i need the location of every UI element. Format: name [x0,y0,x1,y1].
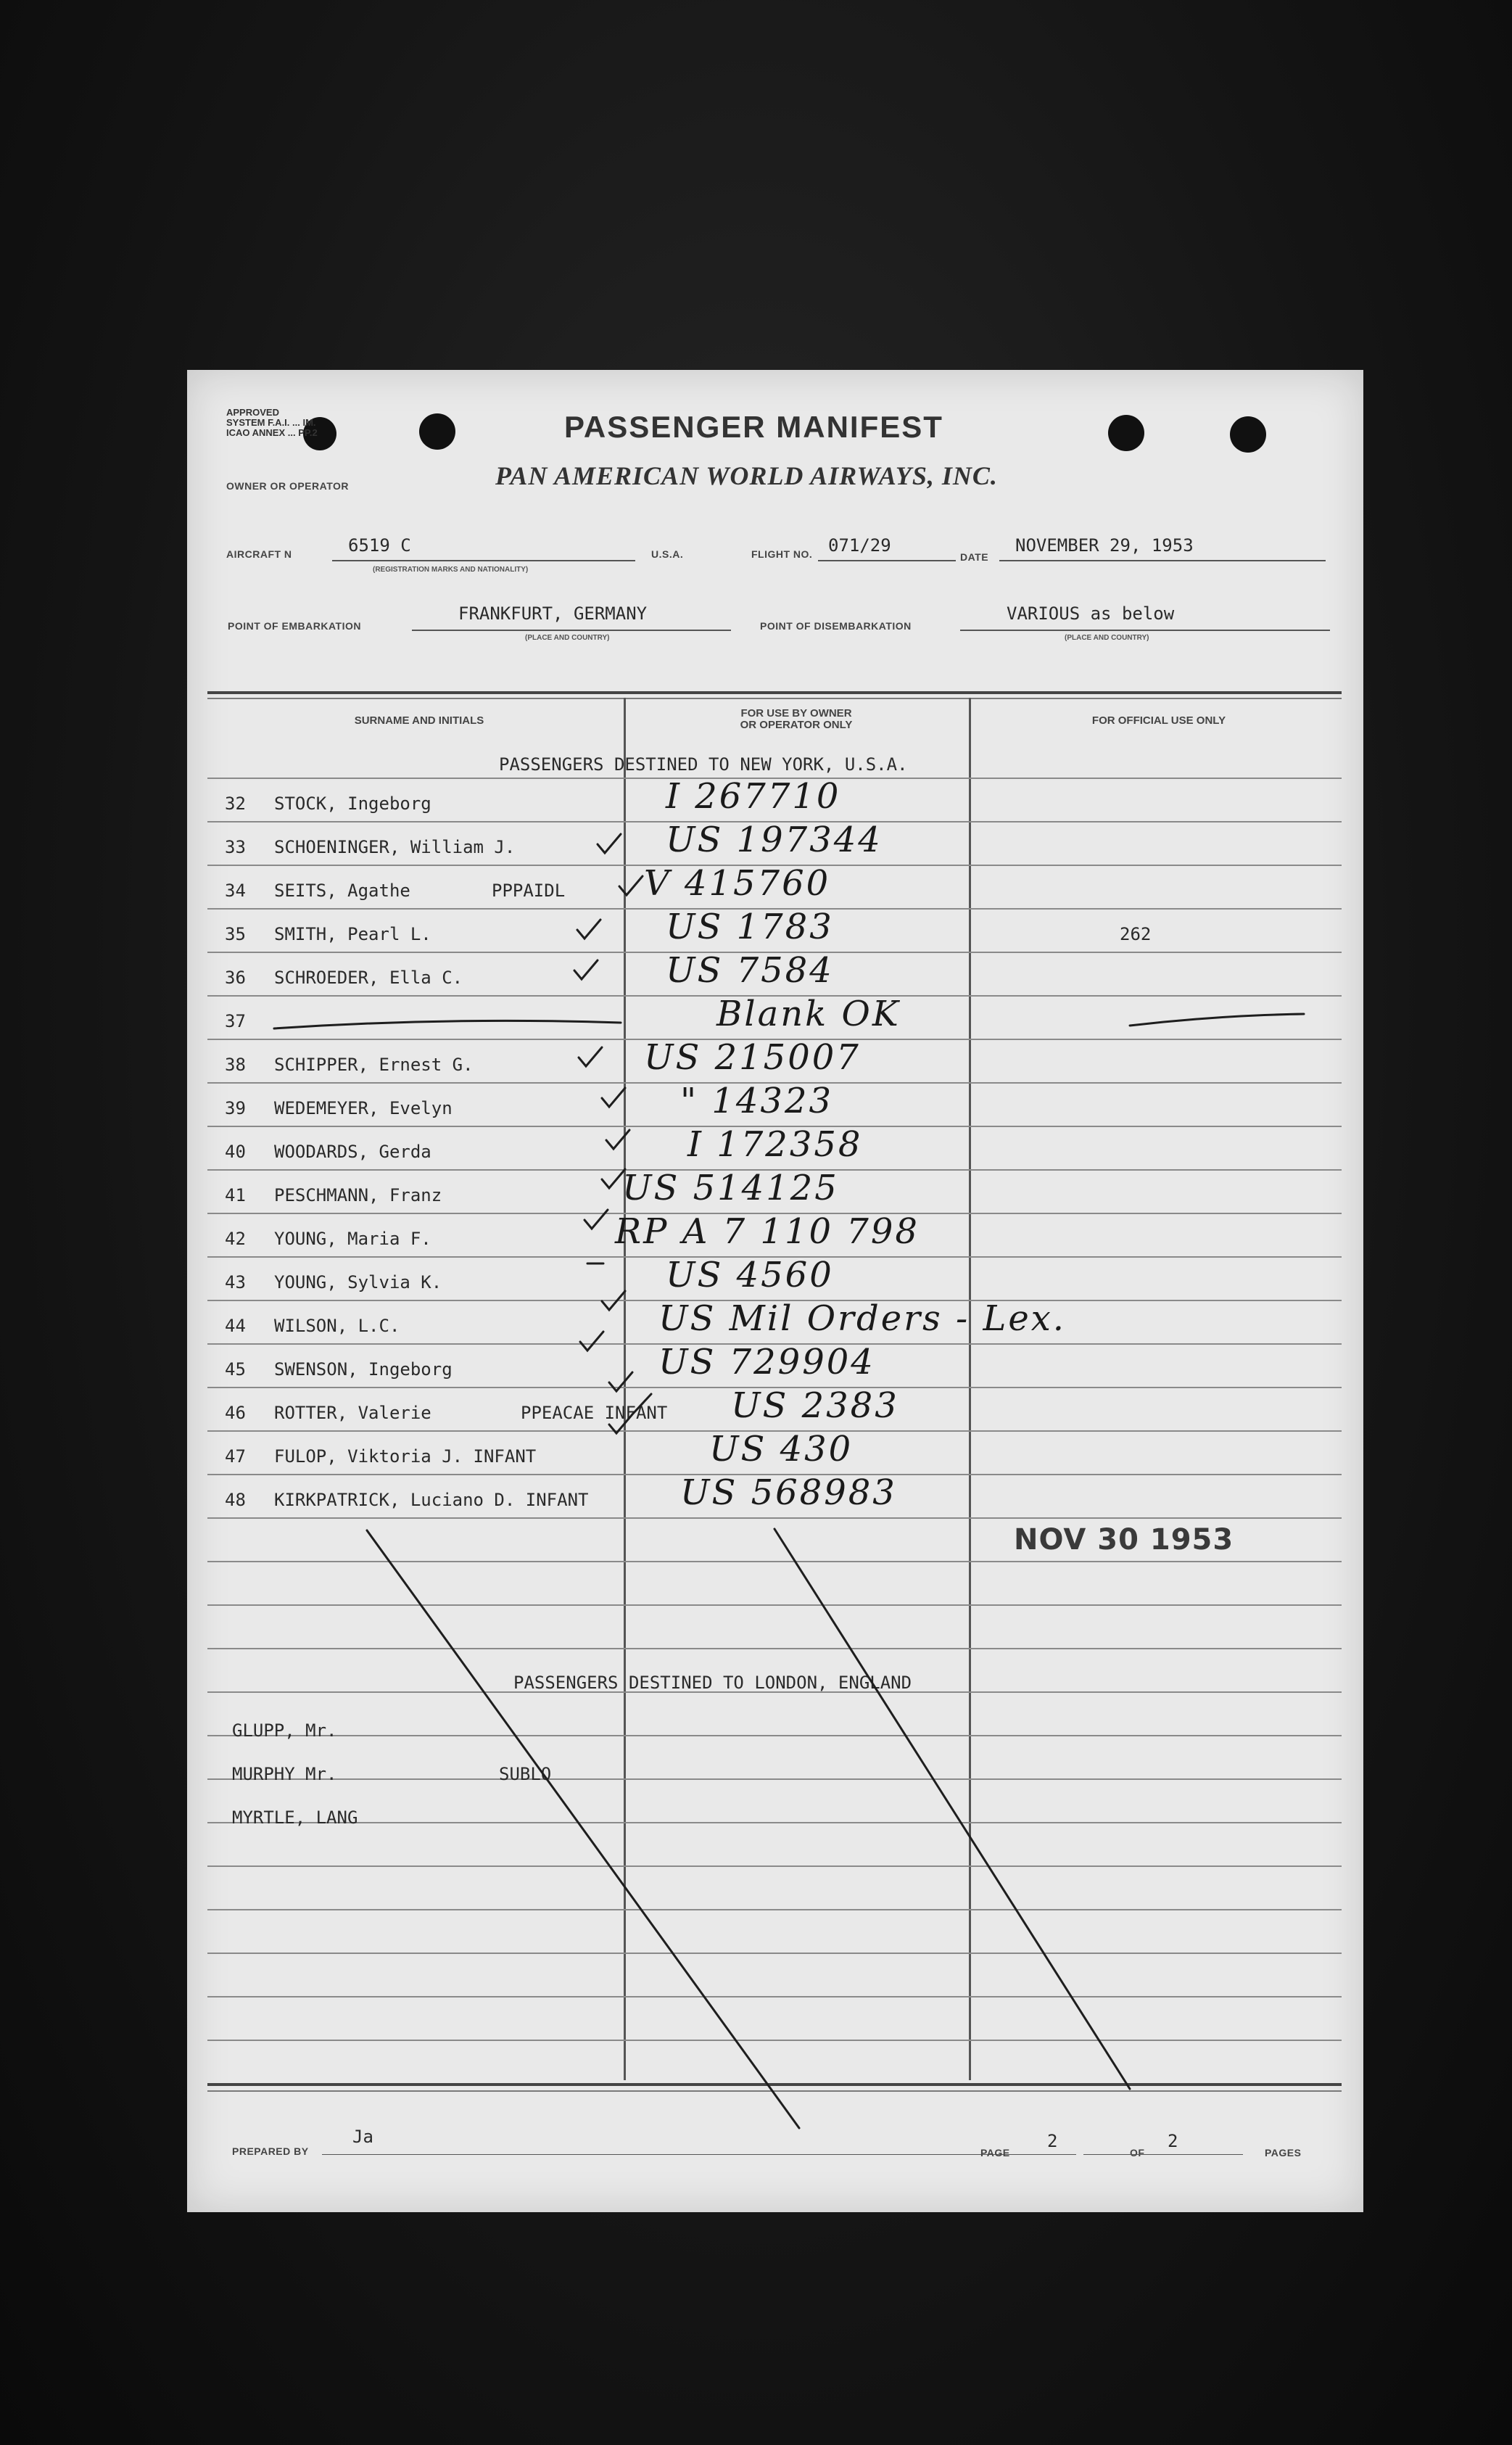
col-operator-header-line: FOR USE BY OWNER [740,707,852,720]
page-label: PAGE [980,2147,1010,2159]
handwritten-document-number: I 172358 [687,1124,863,1165]
section-new-york: PASSENGERS DESTINED TO NEW YORK, U.S.A. [499,754,908,775]
check-mark [609,1372,632,1391]
flight-value: 071/29 [828,535,891,556]
check-mark [609,1394,651,1433]
official-use-value: 262 [1120,924,1152,944]
row-number: 37 [225,1011,246,1031]
disembarkation-label: POINT OF DISEMBARKATION [760,620,912,632]
passenger-name: ROTTER, Valerie [274,1403,431,1423]
check-mark [619,876,643,895]
airline-name: PAN AMERICAN WORLD AIRWAYS, INC. [495,461,998,490]
handwritten-document-number: US 514125 [622,1168,839,1208]
date-label: DATE [960,551,989,563]
of-value: 2 [1168,2131,1178,2151]
handwritten-document-number: US 729904 [658,1342,875,1382]
disembarkation-value: VARIOUS as below [1007,603,1175,624]
passenger-name: SMITH, Pearl L. [274,924,431,944]
aircraft-label: AIRCRAFT N [226,548,292,560]
approval-line: SYSTEM F.A.I. ... IM. [226,417,316,428]
pages-label: PAGES [1265,2147,1302,2159]
handwritten-document-number: US 7584 [666,950,834,991]
page-value: 2 [1047,2131,1058,2151]
embarkation-label: POINT OF EMBARKATION [228,620,361,632]
check-mark [602,1291,625,1310]
aircraft-value: 6519 C [348,535,411,556]
handwritten-document-number: US 430 [709,1429,854,1469]
place-note-embark: (PLACE AND COUNTRY) [525,634,610,642]
row-number: 38 [225,1055,246,1075]
check-mark [580,1332,603,1351]
row-number: 35 [225,924,246,944]
handwritten-document-number: US 568983 [680,1472,897,1513]
row-number: 43 [225,1272,246,1292]
passenger-name: GLUPP, Mr. [232,1720,337,1741]
passenger-name: PESCHMANN, Franz [274,1185,442,1205]
owner-label: OWNER OR OPERATOR [226,480,349,492]
handwritten-document-number: " 14323 [680,1081,834,1121]
check-mark [574,960,598,979]
check-mark [584,1210,608,1229]
check-mark [577,920,600,939]
passenger-note: PPPAIDL [492,881,566,901]
handwritten-document-number: US Mil Orders - Lex. [658,1298,1067,1339]
passenger-note: SUBLO [499,1764,552,1784]
nationality: U.S.A. [651,548,684,560]
handwritten-document-number: US 197344 [666,820,883,860]
date-stamp: NOV 30 1953 [1014,1523,1234,1557]
flight-label: FLIGHT NO. [751,548,813,560]
passenger-name: STOCK, Ingeborg [274,793,431,814]
passenger-name: SCHIPPER, Ernest G. [274,1055,474,1075]
col-official-header: FOR OFFICIAL USE ONLY [1091,714,1226,727]
check-mark [579,1047,602,1066]
blank-strike-right [1130,1014,1304,1026]
passenger-name: YOUNG, Sylvia K. [274,1272,442,1292]
handwritten-document-number: V 415760 [644,863,831,904]
row-number: 42 [225,1229,246,1249]
cancel-diagonal-left [367,1530,799,2128]
handwritten-document-number: US 4560 [666,1255,834,1295]
of-label: OF [1130,2147,1145,2159]
handwritten-document-number: US 1783 [666,907,834,947]
handwritten-document-number: US 215007 [644,1037,861,1078]
place-note-disembark: (PLACE AND COUNTRY) [1065,634,1149,642]
col-surname-header: SURNAME AND INITIALS [354,714,484,727]
ink-marks [187,370,1363,2212]
check-mark [598,834,621,853]
manifest-sheet [187,370,1363,2212]
section-london: PASSENGERS DESTINED TO LONDON, ENGLAND [513,1673,912,1693]
passenger-name: SEITS, Agathe [274,881,410,901]
handwritten-document-number: I 267710 [666,776,841,817]
approval-line: APPROVED [226,407,279,418]
passenger-note: PPEACAE INFANT [521,1403,668,1423]
check-mark [602,1169,625,1188]
cancel-diagonal-right [774,1529,1130,2089]
handwritten-document-number: Blank OK [716,994,901,1034]
passenger-name: FULOP, Viktoria J. INFANT [274,1446,537,1467]
check-mark [606,1130,629,1149]
row-number: 39 [225,1098,246,1118]
passenger-name: KIRKPATRICK, Luciano D. INFANT [274,1490,589,1510]
handwritten-document-number: US 2383 [731,1385,899,1426]
row-number: 48 [225,1490,246,1510]
check-mark [602,1088,625,1107]
page-title: PASSENGER MANIFEST [564,410,943,444]
col-operator-header-line: OR OPERATOR ONLY [740,719,853,731]
passenger-name: SCHROEDER, Ella C. [274,968,463,988]
passenger-name: MURPHY Mr. [232,1764,337,1784]
row-number: 40 [225,1142,246,1162]
row-number: 41 [225,1185,246,1205]
prepared-by-label: PREPARED BY [232,2145,309,2157]
row-number: 47 [225,1446,246,1467]
row-number: 34 [225,881,246,901]
registration-note: (REGISTRATION MARKS AND NATIONALITY) [373,566,529,574]
blank-strike-left [274,1021,621,1028]
passenger-name: SCHOENINGER, William J. [274,837,516,857]
row-number: 32 [225,793,246,814]
approval-line: ICAO ANNEX ... PP.2 [226,427,318,438]
passenger-name: YOUNG, Maria F. [274,1229,431,1249]
prepared-by-value: Ja [352,2127,373,2147]
row-number: 44 [225,1316,246,1336]
passenger-name: WEDEMEYER, Evelyn [274,1098,453,1118]
handwritten-document-number: RP A 7 110 798 [615,1211,920,1252]
date-value: NOVEMBER 29, 1953 [1015,535,1194,556]
row-number: 33 [225,837,246,857]
row-number: 36 [225,968,246,988]
passenger-name: WILSON, L.C. [274,1316,400,1336]
row-number: 46 [225,1403,246,1423]
passenger-name: SWENSON, Ingeborg [274,1359,453,1380]
passenger-name: WOODARDS, Gerda [274,1142,431,1162]
embarkation-value: FRANKFURT, GERMANY [458,603,648,624]
row-number: 45 [225,1359,246,1380]
passenger-name: MYRTLE, LANG [232,1807,358,1828]
